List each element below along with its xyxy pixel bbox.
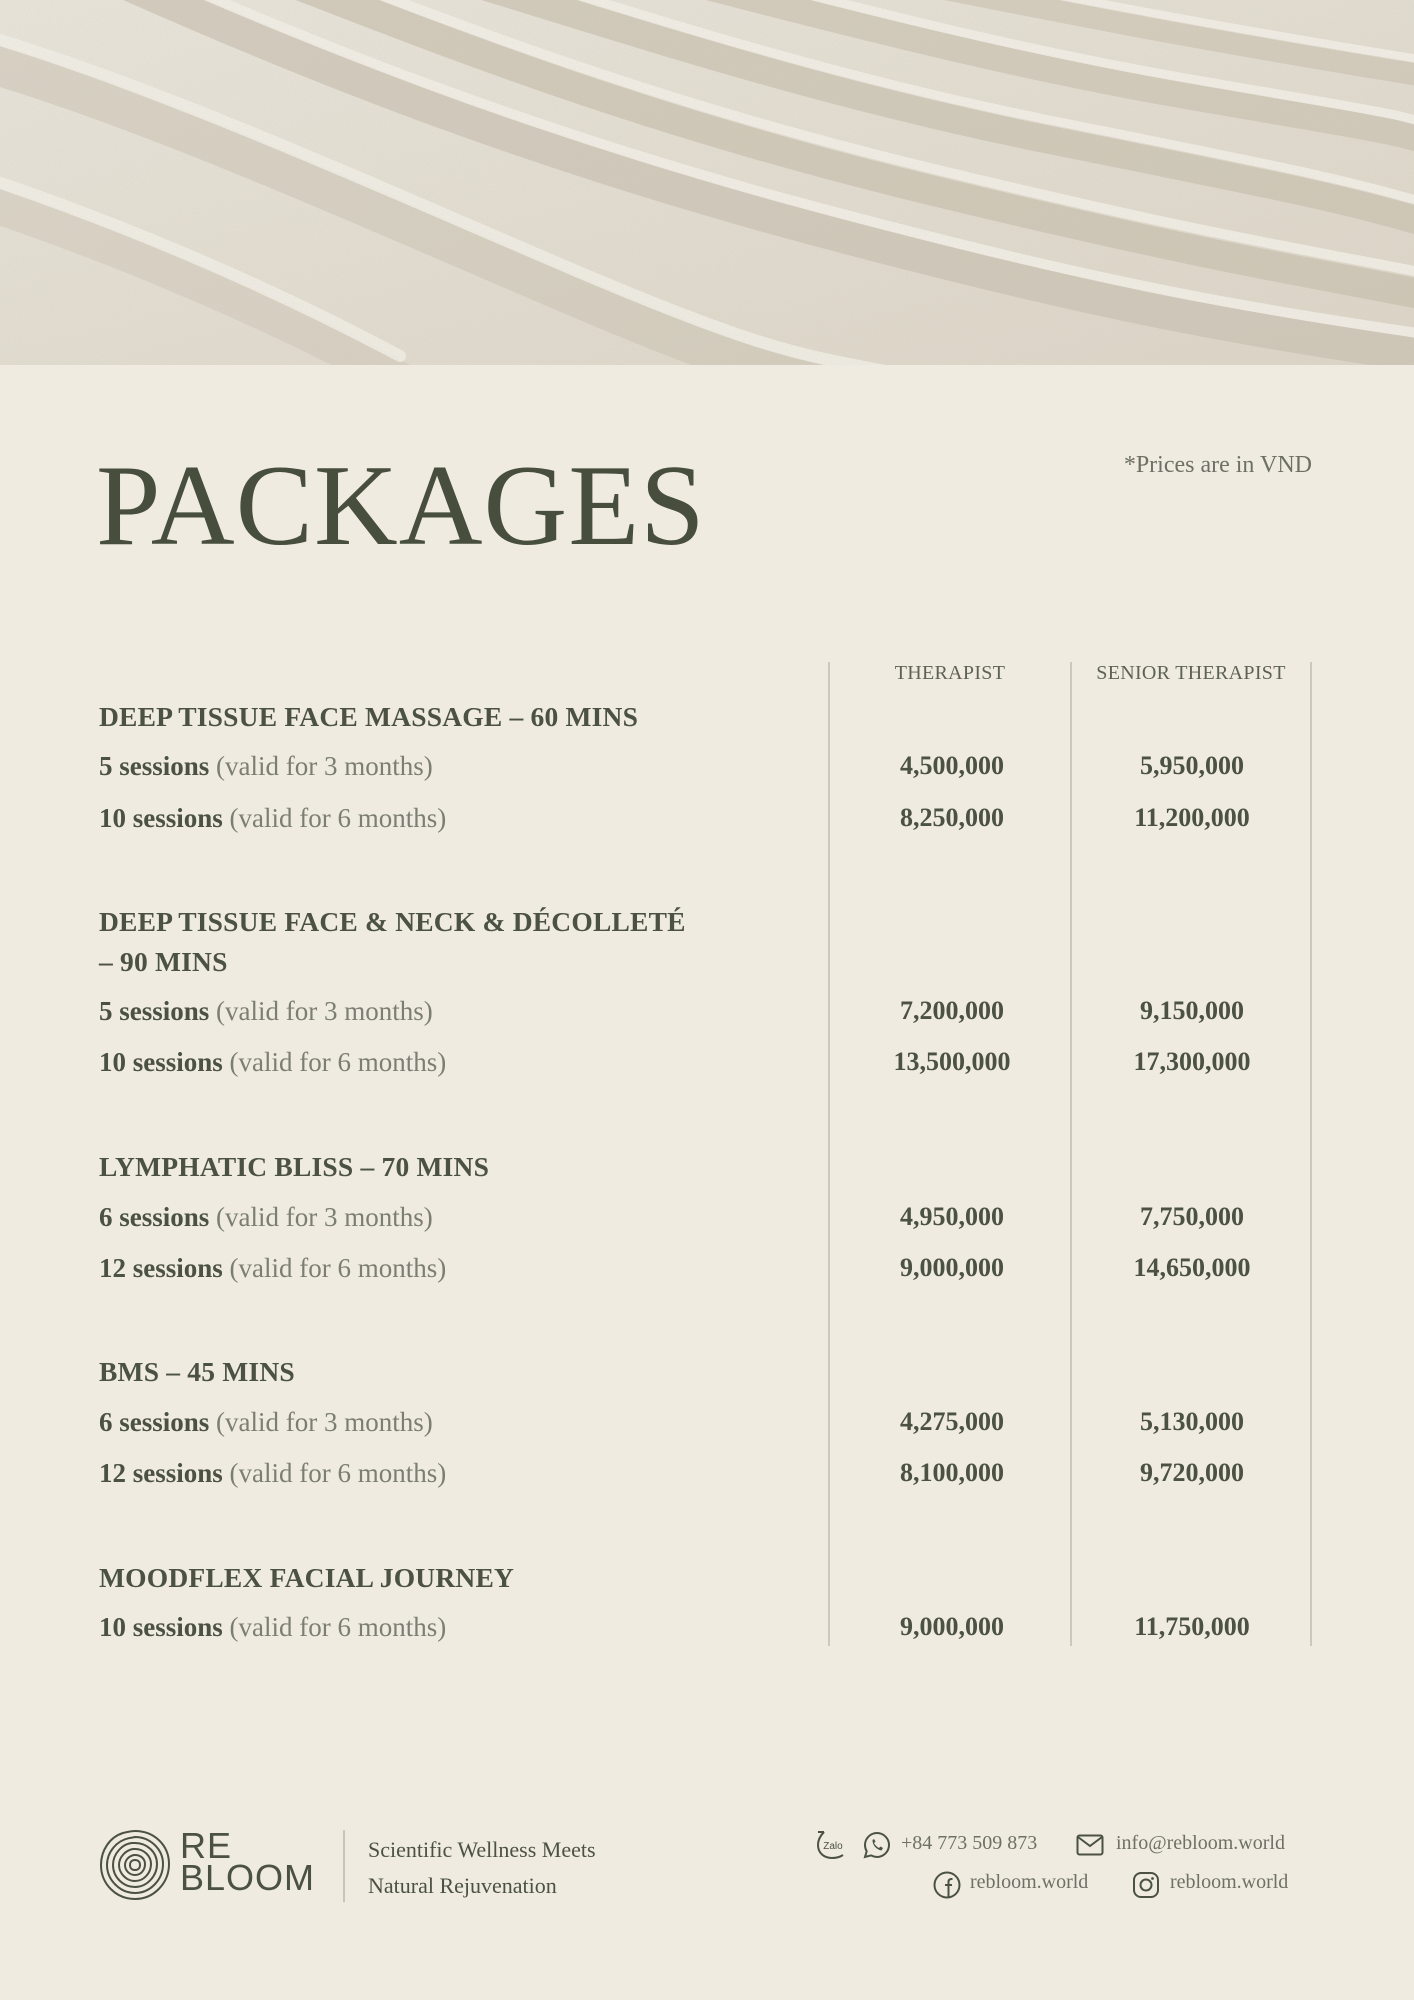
session-count: 12 sessions (99, 1253, 223, 1283)
zalo-icon-label: Zalo (823, 1841, 843, 1852)
table-row (0, 996, 1414, 1032)
validity: (valid for 6 months) (229, 1458, 447, 1488)
table-row (0, 1202, 1414, 1238)
validity: (valid for 3 months) (216, 751, 433, 781)
validity: (valid for 3 months) (216, 1407, 433, 1437)
logo-line: BLOOM (180, 1857, 316, 1898)
page-title: PACKAGES (96, 442, 706, 570)
phone-number[interactable]: +84 773 509 873 (901, 1832, 1038, 1854)
price-therapist: 4,275,000 (900, 1407, 1004, 1436)
section-title: DEEP TISSUE FACE MASSAGE – 60 MINS (99, 701, 639, 732)
price-senior-therapist: 9,150,000 (1140, 996, 1244, 1025)
table-row (0, 751, 1414, 787)
session-count: 6 sessions (99, 1407, 210, 1437)
price-senior-therapist: 11,750,000 (1134, 1612, 1250, 1641)
tagline-line: Natural Rejuvenation (368, 1873, 557, 1898)
footer-divider (343, 1830, 345, 1902)
price-senior-therapist: 5,130,000 (1140, 1407, 1244, 1436)
zalo-icon[interactable] (814, 1828, 848, 1862)
facebook-icon[interactable] (932, 1870, 962, 1900)
validity: (valid for 3 months) (216, 1202, 433, 1232)
table-row (0, 1253, 1414, 1289)
tagline (368, 1832, 596, 1904)
tree-ring-logo-icon (98, 1828, 172, 1902)
validity: (valid for 6 months) (229, 1253, 447, 1283)
section-title-line: DEEP TISSUE FACE & NECK & DÉCOLLETÉ (99, 906, 686, 937)
section-title: BMS – 45 MINS (99, 1356, 295, 1387)
column-header-senior-therapist: SENIOR THERAPIST (1096, 662, 1286, 684)
tagline-line: Scientific Wellness Meets (368, 1837, 596, 1862)
footer (0, 1820, 1414, 1920)
facebook-handle[interactable]: rebloom.world (970, 1871, 1089, 1893)
currency-note: *Prices are in VND (1123, 452, 1312, 478)
section-title (99, 902, 739, 982)
price-senior-therapist: 9,720,000 (1140, 1458, 1244, 1487)
column-header-therapist: THERAPIST (894, 662, 1006, 684)
price-senior-therapist: 11,200,000 (1134, 803, 1250, 832)
table-row (0, 1612, 1414, 1648)
price-therapist: 8,250,000 (900, 803, 1004, 832)
validity: (valid for 3 months) (216, 996, 433, 1026)
hero-sand-image (0, 0, 1414, 365)
whatsapp-icon[interactable] (862, 1830, 892, 1860)
table-row (0, 1407, 1414, 1443)
table-row (0, 1458, 1414, 1494)
validity: (valid for 6 months) (229, 1612, 447, 1642)
section-title: LYMPHATIC BLISS – 70 MINS (99, 1151, 490, 1182)
instagram-icon[interactable] (1132, 1871, 1160, 1899)
price-senior-therapist: 5,950,000 (1140, 751, 1244, 780)
price-therapist: 13,500,000 (893, 1047, 1011, 1076)
table-row (0, 803, 1414, 839)
price-senior-therapist: 14,650,000 (1133, 1253, 1251, 1282)
price-therapist: 4,950,000 (900, 1202, 1004, 1231)
email-address[interactable]: info@rebloom.world (1116, 1832, 1285, 1854)
validity: (valid for 6 months) (229, 803, 447, 833)
session-count: 6 sessions (99, 1202, 210, 1232)
price-therapist: 4,500,000 (900, 751, 1004, 780)
price-therapist: 9,000,000 (900, 1612, 1004, 1641)
price-senior-therapist: 17,300,000 (1133, 1047, 1251, 1076)
logo-line: RE (180, 1825, 233, 1866)
price-senior-therapist: 7,750,000 (1140, 1202, 1244, 1231)
price-therapist: 8,100,000 (900, 1458, 1004, 1487)
validity: (valid for 6 months) (229, 1047, 447, 1077)
session-count: 5 sessions (99, 751, 210, 781)
session-count: 10 sessions (99, 1612, 223, 1642)
price-therapist: 7,200,000 (900, 996, 1004, 1025)
session-count: 10 sessions (99, 803, 223, 833)
section-title: MOODFLEX FACIAL JOURNEY (99, 1562, 515, 1593)
instagram-handle[interactable]: rebloom.world (1170, 1871, 1289, 1893)
brand-logo-text (180, 1825, 316, 1898)
session-count: 10 sessions (99, 1047, 223, 1077)
session-count: 12 sessions (99, 1458, 223, 1488)
table-row (0, 1047, 1414, 1083)
session-count: 5 sessions (99, 996, 210, 1026)
mail-icon[interactable] (1076, 1834, 1104, 1856)
section-title-line: – 90 MINS (99, 946, 228, 977)
price-therapist: 9,000,000 (900, 1253, 1004, 1282)
